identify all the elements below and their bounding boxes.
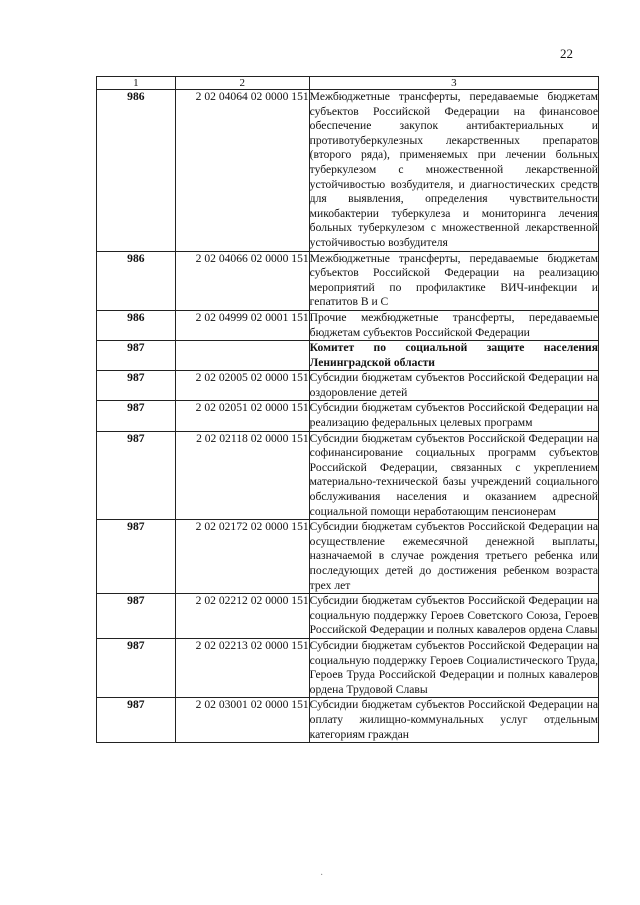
table-row xyxy=(97,698,599,743)
revenue-code-cell: 2 02 04999 02 0001 151 xyxy=(175,310,309,340)
budget-revenue-table xyxy=(96,76,599,743)
description-cell: Субсидии бюджетам субъектов Российской Федерации на реализацию федеральных целевых программ xyxy=(309,401,598,431)
revenue-code-cell: 2 02 03001 02 0000 151 xyxy=(175,698,309,743)
description-cell: Субсидии бюджетам субъектов Российской Федерации на социальную поддержку Героев Социалистического Труда, Героев Труда Российской Федерации и полных кавалеров ордена Трудовой Славы xyxy=(309,638,598,697)
revenue-code-cell: 2 02 02051 02 0000 151 xyxy=(175,401,309,431)
table-row xyxy=(97,251,599,310)
revenue-code-cell: 2 02 02118 02 0000 151 xyxy=(175,431,309,520)
description-cell: Субсидии бюджетам субъектов Российской Федерации на софинансирование социальных программ субъектов Российской Федерации, связанных с укреплением материально-технической базы учреждений социального обслуживания населения и оказанием адресной социальной помощи неработающим пенсионерам xyxy=(309,431,598,520)
table-row xyxy=(97,594,599,639)
header-col-3: 3 xyxy=(309,77,598,90)
admin-code-cell: 987 xyxy=(97,401,176,431)
description-cell: Субсидии бюджетам субъектов Российской Федерации на оздоровление детей xyxy=(309,371,598,401)
description-cell: Субсидии бюджетам субъектов Российской Федерации на оплату жилищно-коммунальных услуг отдельным категориям граждан xyxy=(309,698,598,743)
table-row xyxy=(97,520,599,594)
header-col-2: 2 xyxy=(175,77,309,90)
revenue-code-cell: 2 02 04064 02 0000 151 xyxy=(175,90,309,252)
admin-code-cell: 987 xyxy=(97,698,176,743)
admin-code-cell: 986 xyxy=(97,310,176,340)
revenue-code-cell xyxy=(175,341,309,371)
section-heading-row xyxy=(97,341,599,371)
admin-code-cell: 987 xyxy=(97,431,176,520)
admin-code-cell: 986 xyxy=(97,251,176,310)
page-number: 22 xyxy=(560,46,573,61)
description-cell: Межбюджетные трансферты, передаваемые бюджетам субъектов Российской Федерации на финансовое обеспечение закупок антибактериальных и противотуберкулезных лекарственных препаратов (второго ряда), применяемых при лечении больных туберкулезом с множественной лекарственной устойчивостью возбудителя, и диагностических средств для выявления, определения чувствительности микобактерии туберкулеза и мониторинга лечения больных туберкулезом с множественной лекарственной устойчивостью возбудителя xyxy=(309,90,598,252)
admin-code-cell: 987 xyxy=(97,520,176,594)
revenue-code-cell: 2 02 02005 02 0000 151 xyxy=(175,371,309,401)
header-col-1: 1 xyxy=(97,77,176,90)
admin-code-cell: 987 xyxy=(97,638,176,697)
table-row xyxy=(97,90,599,252)
table-header-row xyxy=(97,77,599,90)
section-title-cell: Комитет по социальной защите населения Ленинградской области xyxy=(309,341,598,371)
description-cell: Субсидии бюджетам субъектов Российской Федерации на осуществление ежемесячной денежной выплаты, назначаемой в случае рождения третьего ребенка или последующих детей до достижения ребенком возраста трех лет xyxy=(309,520,598,594)
table-row xyxy=(97,401,599,431)
revenue-code-cell: 2 02 02213 02 0000 151 xyxy=(175,638,309,697)
revenue-code-cell: 2 02 02212 02 0000 151 xyxy=(175,594,309,639)
admin-code-cell: 987 xyxy=(97,341,176,371)
admin-code-cell: 987 xyxy=(97,371,176,401)
admin-code-cell: 987 xyxy=(97,594,176,639)
footer-mark: · xyxy=(320,870,324,881)
description-cell: Прочие межбюджетные трансферты, передаваемые бюджетам субъектов Российской Федерации xyxy=(309,310,598,340)
description-cell: Субсидии бюджетам субъектов Российской Федерации на социальную поддержку Героев Советского Союза, Героев Российской Федерации и полных кавалеров ордена Славы xyxy=(309,594,598,639)
description-cell: Межбюджетные трансферты, передаваемые бюджетам субъектов Российской Федерации на реализацию мероприятий по профилактике ВИЧ-инфекции и гепатитов B и C xyxy=(309,251,598,310)
admin-code-cell: 986 xyxy=(97,90,176,252)
revenue-code-cell: 2 02 04066 02 0000 151 xyxy=(175,251,309,310)
revenue-code-cell: 2 02 02172 02 0000 151 xyxy=(175,520,309,594)
table-row xyxy=(97,638,599,697)
table-row xyxy=(97,371,599,401)
table-row xyxy=(97,431,599,520)
table-row xyxy=(97,310,599,340)
